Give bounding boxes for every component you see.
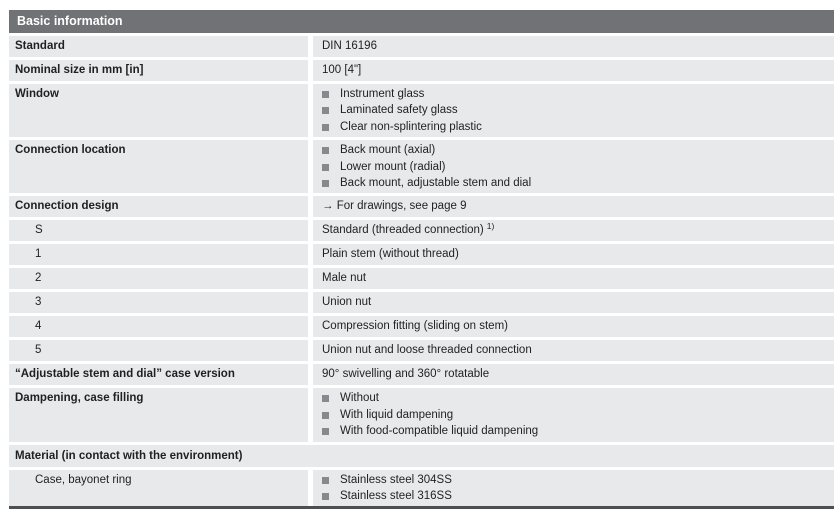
table-row [9, 292, 834, 313]
bullet-square-icon [322, 493, 329, 500]
row-value-text: 100 [4"] [322, 64, 362, 76]
row-value [313, 316, 834, 337]
table-body [9, 36, 834, 506]
row-label: 5 [9, 340, 308, 361]
table-row [9, 60, 834, 81]
bullet-list-item [322, 142, 826, 158]
row-value [313, 340, 834, 361]
bullet-item-text: Stainless steel 316SS [340, 490, 452, 503]
table-title: Basic information [17, 14, 123, 28]
bullet-square-icon [322, 147, 329, 154]
row-value [313, 470, 834, 507]
section-header-row [9, 445, 834, 467]
row-value [313, 388, 834, 441]
row-label: 2 [9, 268, 308, 289]
bullet-list-item [322, 86, 826, 102]
row-value [313, 244, 834, 265]
bullet-item-text: Stainless steel 304SS [340, 473, 452, 486]
row-value-text: Standard (threaded connection) [322, 224, 484, 237]
row-label: Nominal size in mm [in] [9, 60, 308, 81]
row-value-text: Union nut and loose threaded connection [322, 344, 532, 357]
table-row [9, 244, 834, 265]
row-label: S [9, 220, 308, 241]
row-label: 3 [9, 292, 308, 313]
bullet-list-item [322, 175, 826, 191]
table-row [9, 340, 834, 361]
row-value-text: 90° swivelling and 360° rotatable [322, 368, 490, 381]
row-label: Window [9, 84, 308, 137]
row-value [313, 268, 834, 289]
bullet-item-text: Clear non-splintering plastic [340, 120, 482, 133]
footnote-reference: 1) [486, 220, 495, 231]
section-header-label: Material (in contact with the environment) [9, 445, 834, 467]
row-value-text: DIN 16196 [322, 40, 377, 52]
table-row [9, 388, 834, 441]
row-label: 1 [9, 244, 308, 265]
row-value [313, 84, 834, 137]
bullet-list-item [322, 488, 826, 504]
bullet-item-text: Without [340, 392, 379, 405]
row-label: Standard [9, 36, 308, 57]
table-row [9, 220, 834, 241]
bullet-item-text: With liquid dampening [340, 408, 454, 421]
table-row [9, 84, 834, 137]
table-row [9, 316, 834, 337]
row-value-text: Male nut [322, 272, 367, 285]
row-value-text: Plain stem (without thread) [322, 248, 459, 261]
table-row [9, 140, 834, 193]
table-row [9, 470, 834, 507]
bullet-square-icon [322, 164, 329, 171]
bullet-list-item [322, 472, 826, 488]
bullet-item-text: Laminated safety glass [340, 104, 458, 117]
table-row [9, 268, 834, 289]
bullet-item-text: Back mount, adjustable stem and dial [340, 177, 532, 190]
row-value [313, 292, 834, 313]
row-value-text: Union nut [322, 296, 372, 309]
row-label: Connection location [9, 140, 308, 193]
row-label: Connection design [9, 196, 308, 217]
table-bottom-rule [9, 506, 834, 509]
bullet-square-icon [322, 107, 329, 114]
bullet-list-item [322, 102, 826, 118]
row-value-text: Compression fitting (sliding on stem) [322, 320, 508, 333]
row-value [313, 196, 834, 217]
bullet-list-item [322, 119, 826, 135]
bullet-list-item [322, 407, 826, 423]
row-label: Dampening, case filling [9, 388, 308, 441]
row-value [313, 60, 834, 81]
row-value [313, 220, 834, 241]
bullet-item-text: Instrument glass [340, 88, 425, 100]
bullet-list-item [322, 423, 826, 439]
bullet-item-text: Lower mount (radial) [340, 160, 446, 173]
bullet-square-icon [322, 477, 329, 484]
row-value-text: → For drawings, see page 9 [322, 200, 467, 213]
row-label: 4 [9, 316, 308, 337]
row-value [313, 36, 834, 57]
bullet-list-item [322, 390, 826, 406]
bullet-item-text: Back mount (axial) [340, 144, 436, 157]
bullet-square-icon [322, 412, 329, 419]
table-row [9, 364, 834, 385]
table-header-bar [9, 10, 834, 33]
bullet-square-icon [322, 180, 329, 187]
bullet-square-icon [322, 428, 329, 435]
bullet-square-icon [322, 395, 329, 402]
table-row [9, 36, 834, 57]
row-label: “Adjustable stem and dial” case version [9, 364, 308, 385]
bullet-square-icon [322, 124, 329, 131]
bullet-list-item [322, 159, 826, 175]
row-value [313, 140, 834, 193]
bullet-item-text: With food-compatible liquid dampening [340, 425, 539, 438]
row-label: Case, bayonet ring [9, 470, 308, 507]
table-row [9, 196, 834, 217]
bullet-square-icon [322, 91, 329, 98]
row-value [313, 364, 834, 385]
basic-information-table [9, 10, 834, 509]
